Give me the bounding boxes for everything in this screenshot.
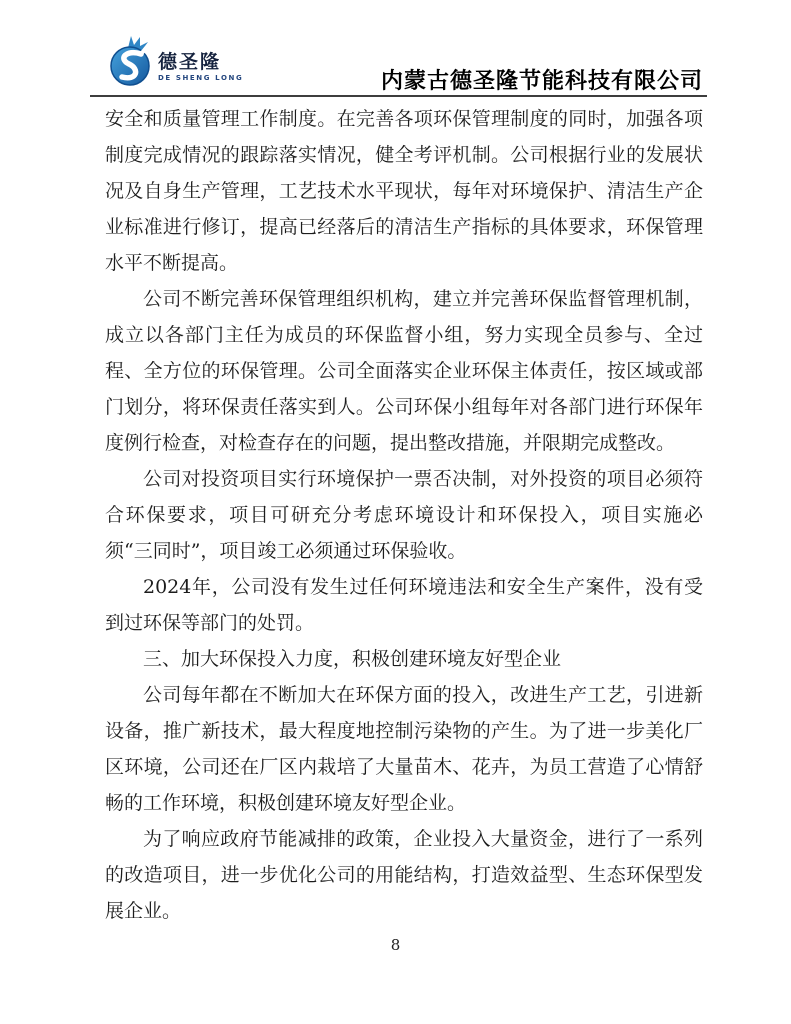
paragraph: 公司每年都在不断加大在环保方面的投入，改进生产工艺，引进新设备，推广新技术，最大程度地控制污染物的产生。为了进一步美化厂区环境，公司还在厂区内栽培了大量苗木、花卉，为员工营造了心情舒畅的工作环境，积极创建环境友好型企业。 [105,684,703,814]
paragraph-continuation: 安全和质量管理工作制度。在完善各项环保管理制度的同时，加强各项制度完成情况的跟踪落实情况，健全考评机制。公司根据行业的发展状况及自身生产管理，工艺技术水平现状，每年对环境保护、清洁生产企业标准进行修订，提高已经落后的清洁生产指标的具体要求，环保管理水平不断提高。 [105,108,703,274]
document-body [105,101,703,929]
header-rule [90,95,707,97]
logo-name-en: DE SHENG LONG [158,74,244,82]
logo-name-cn: 德圣隆 [158,51,222,73]
paragraph: 2024年，公司没有发生过任何环境违法和安全生产案件，没有受到过环保等部门的处罚。 [105,576,703,634]
dragon-s-logo-icon [110,32,154,88]
paragraph: 公司不断完善环保管理组织机构，建立并完善环保监督管理机制，成立以各部门主任为成员的环保监督小组，努力实现全员参与、全过程、全方位的环保管理。公司全面落实企业环保主体责任，按区域或部门划分，将环保责任落实到人。公司环保小组每年对各部门进行环保年度例行检查，对检查存在的问题，提出整改措施，并限期完成整改。 [105,288,703,454]
company-name: 内蒙古德圣隆节能科技有限公司 [380,68,703,94]
logo-text-block [158,52,243,83]
paragraph: 为了响应政府节能减排的政策，企业投入大量资金，进行了一系列的改造项目，进一步优化公司的用能结构，打造效益型、生态环保型发展企业。 [105,828,703,922]
section-heading: 三、加大环保投入力度，积极创建环境友好型企业 [143,648,562,670]
page-number: 8 [390,936,401,954]
company-logo [110,32,243,88]
paragraph: 公司对投资项目实行环境保护一票否决制，对外投资的项目必须符合环保要求，项目可研充分考虑环境设计和环保投入，项目实施必须“三同时”，项目竣工必须通过环保验收。 [105,468,703,562]
